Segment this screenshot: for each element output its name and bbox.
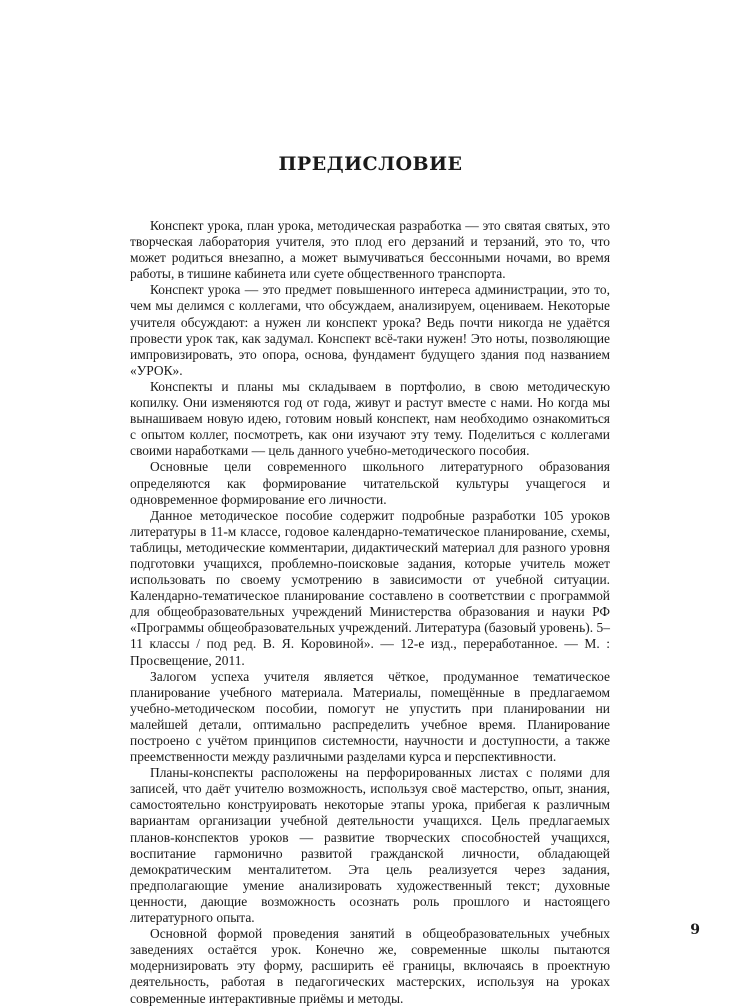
chapter-title: ПРЕДИСЛОВИЕ <box>278 153 463 175</box>
paragraph: Данное методическое пособие содержит подробные разработки 105 уроков литературы в 11-м классе, годовое календарно-тематическое планирование, схемы, таблицы, методические комментарии, дидактический материал для разного уровня подготовки учащихся, проблемно-поисковые задания, которые учитель может использовать по своему усмотрению в зависимости от учебной ситуации. Календарно-тематическое планирование составлено в соответствии с программой для общеобразовательных учреждений Министерства образования и науки РФ «Программы общеобразовательных учреждений. Литература (базовый уровень). 5–11 классы / под ред. В. Я. Коровиной». — 12-е изд., переработанное. — М. : Просвещение, 2011. <box>130 507 610 668</box>
paragraph: Конспект урока, план урока, методическая разработка — это святая святых, это творческая лаборатория учителя, это плод его дерзаний и терзаний, это то, что может родиться внезапно, а может вымучиваться бессонными ночами, во время работы, в тишине кабинета или суете общественного транспорта. <box>130 218 610 282</box>
paragraph: Залогом успеха учителя является чёткое, продуманное тематическое планирование учебного материала. Материалы, помещённые в предлагаемом учебно-методическом пособии, помогут не упустить при планировании ни малейшей детали, оптимально распределить учебное время. Планирование построено с учётом принципов системности, научности и доступности, а также преемственности между различными разделами курса и перспективности. <box>130 668 610 765</box>
paragraph: Конспекты и планы мы складываем в портфолио, в свою методическую копилку. Они изменяются год от года, живут и растут вместе с нами. Но когда мы вынашиваем новую идею, готовим новый конспект, нам необходимо ознакомиться с опытом коллег, посмотреть, как они изучают эту тему. Поделиться с коллегами своими наработками — цель данного учебно-методического пособия. <box>130 378 610 459</box>
paragraph: Основные цели современного школьного литературного образования определяются как формирование читательской культуры учащегося и одновременное формирование его личности. <box>130 459 610 507</box>
paragraph: Конспект урока — это предмет повышенного интереса администрации, это то, чем мы делимся с коллегами, что обсуждаем, анализируем, оцениваем. Некоторые учителя обсуждают: а нужен ли конспект урока? Ведь почти никогда не удаётся провести урок так, как задумал. Конспект всё-таки нужен! Это ноты, позволяющие импровизировать, это опора, основа, фундамент будущего здания под названием «УРОК». <box>130 282 610 378</box>
paragraph: Основной формой проведения занятий в общеобразовательных учебных заведениях остаётся урок. Конечно же, современные школы пытаются модернизировать эту форму, расширить её границы, включаясь в проектную деятельность, работая в педагогических мастерских, используя на уроках современные интерактивные приёмы и методы. <box>130 926 610 1006</box>
paragraph: Планы-конспекты расположены на перфорированных листах с полями для записей, что даёт учителю возможность, используя своё мастерство, опыт, знания, самостоятельно конструировать некоторые этапы урока, прибегая к различным вариантам организации учебной деятельности учащихся. Цель предлагаемых планов-конспектов уроков — развитие творческих способностей учащихся, воспитание гармонично развитой гражданской личности, обладающей демократическим менталитетом. Эта цель реализуется через задания, предполагающие умение анализировать художественный текст; духовные ценности, дающие возможность осознать роль прошлого и настоящего литературного опыта. <box>130 765 610 926</box>
preface-body <box>130 218 610 1007</box>
page-number: 9 <box>690 922 700 938</box>
